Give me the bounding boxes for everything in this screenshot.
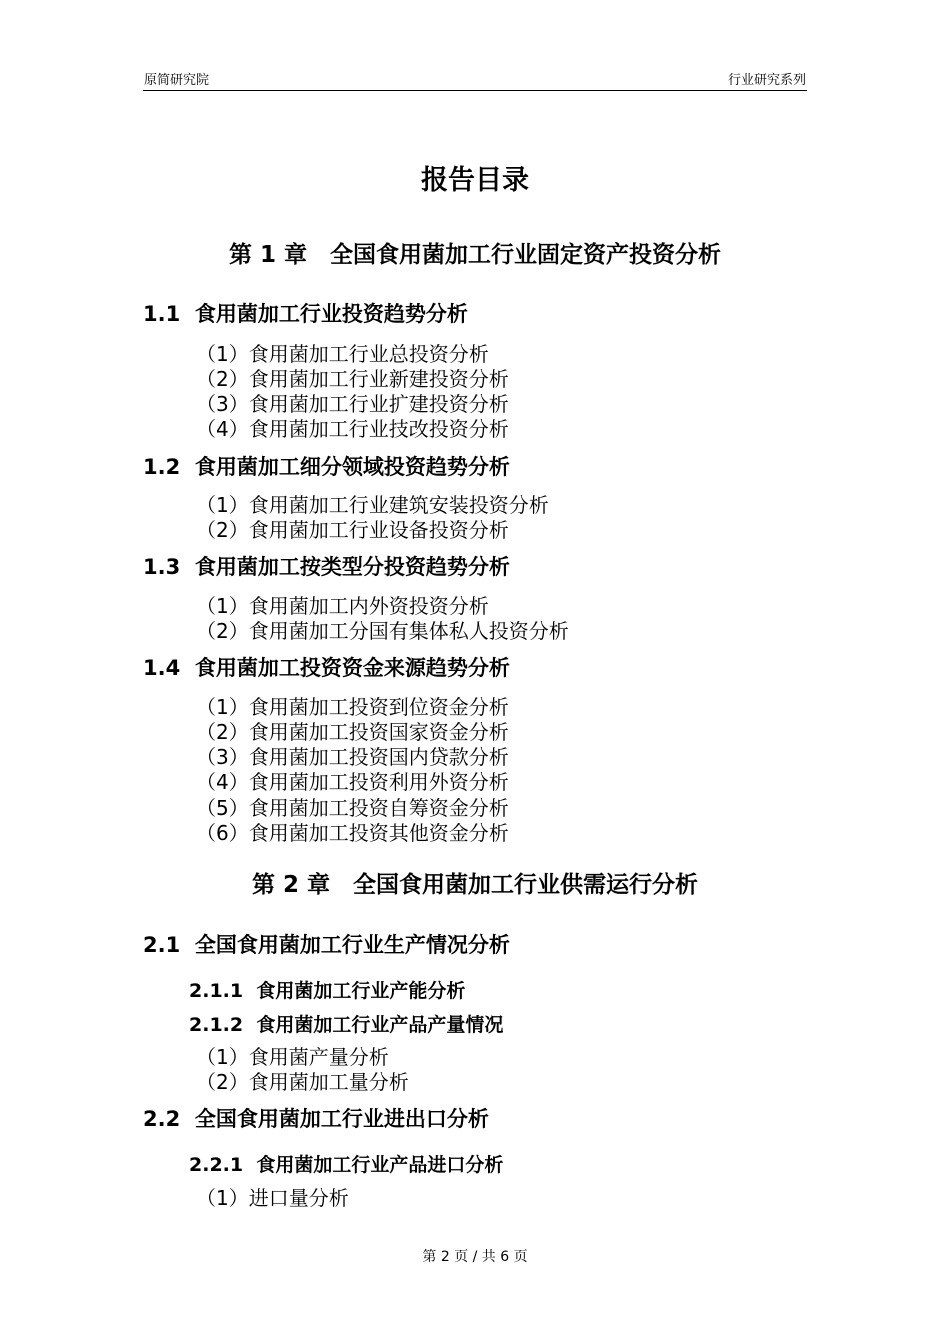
header-org: 原简研究院 — [144, 73, 210, 88]
section-1-3-heading: 1.3 食用菌加工按类型分投资趋势分析 — [143, 555, 510, 579]
toc-item: （1）食用菌加工投资到位资金分析 — [196, 695, 509, 719]
section-2-2-heading: 2.2 全国食用菌加工行业进出口分析 — [143, 1107, 489, 1131]
section-1-2-heading: 1.2 食用菌加工细分领域投资趋势分析 — [143, 455, 510, 479]
subsection-2-2-1-heading: 2.2.1 食用菌加工行业产品进口分析 — [189, 1154, 504, 1176]
toc-item: （4）食用菌加工行业技改投资分析 — [196, 417, 509, 441]
toc-item: （2）食用菌加工行业设备投资分析 — [196, 518, 509, 542]
toc-item: （3）食用菌加工投资国内贷款分析 — [196, 745, 509, 769]
toc-item: （5）食用菌加工投资自筹资金分析 — [196, 796, 509, 820]
report-title: 报告目录 — [421, 165, 529, 196]
toc-item: （1）食用菌加工行业总投资分析 — [196, 342, 489, 366]
subsection-2-1-1-heading: 2.1.1 食用菌加工行业产能分析 — [189, 980, 466, 1002]
section-1-4-heading: 1.4 食用菌加工投资资金来源趋势分析 — [143, 656, 510, 680]
toc-item: （2）食用菌加工投资国家资金分析 — [196, 720, 509, 744]
page-header — [143, 66, 807, 91]
toc-item: （6）食用菌加工投资其他资金分析 — [196, 821, 509, 845]
toc-item: （1）进口量分析 — [196, 1186, 349, 1210]
toc-item: （1）食用菌加工行业建筑安装投资分析 — [196, 493, 549, 517]
toc-item: （2）食用菌加工行业新建投资分析 — [196, 367, 509, 391]
chapter-1-heading: 第 1 章 全国食用菌加工行业固定资产投资分析 — [228, 242, 722, 268]
toc-item: （1）食用菌加工内外资投资分析 — [196, 594, 489, 618]
subsection-2-1-2-heading: 2.1.2 食用菌加工行业产品产量情况 — [189, 1014, 504, 1036]
section-2-1-heading: 2.1 全国食用菌加工行业生产情况分析 — [143, 933, 510, 957]
section-1-1-heading: 1.1 食用菌加工行业投资趋势分析 — [143, 302, 468, 326]
chapter-2-heading: 第 2 章 全国食用菌加工行业供需运行分析 — [251, 872, 699, 898]
toc-item: （1）食用菌产量分析 — [196, 1045, 389, 1069]
header-series: 行业研究系列 — [727, 73, 806, 88]
toc-item: （2）食用菌加工量分析 — [196, 1070, 409, 1094]
toc-item: （2）食用菌加工分国有集体私人投资分析 — [196, 619, 569, 643]
toc-item: （3）食用菌加工行业扩建投资分析 — [196, 392, 509, 416]
page-footer: 第 2 页 / 共 6 页 — [422, 1249, 528, 1265]
toc-item: （4）食用菌加工投资利用外资分析 — [196, 770, 509, 794]
